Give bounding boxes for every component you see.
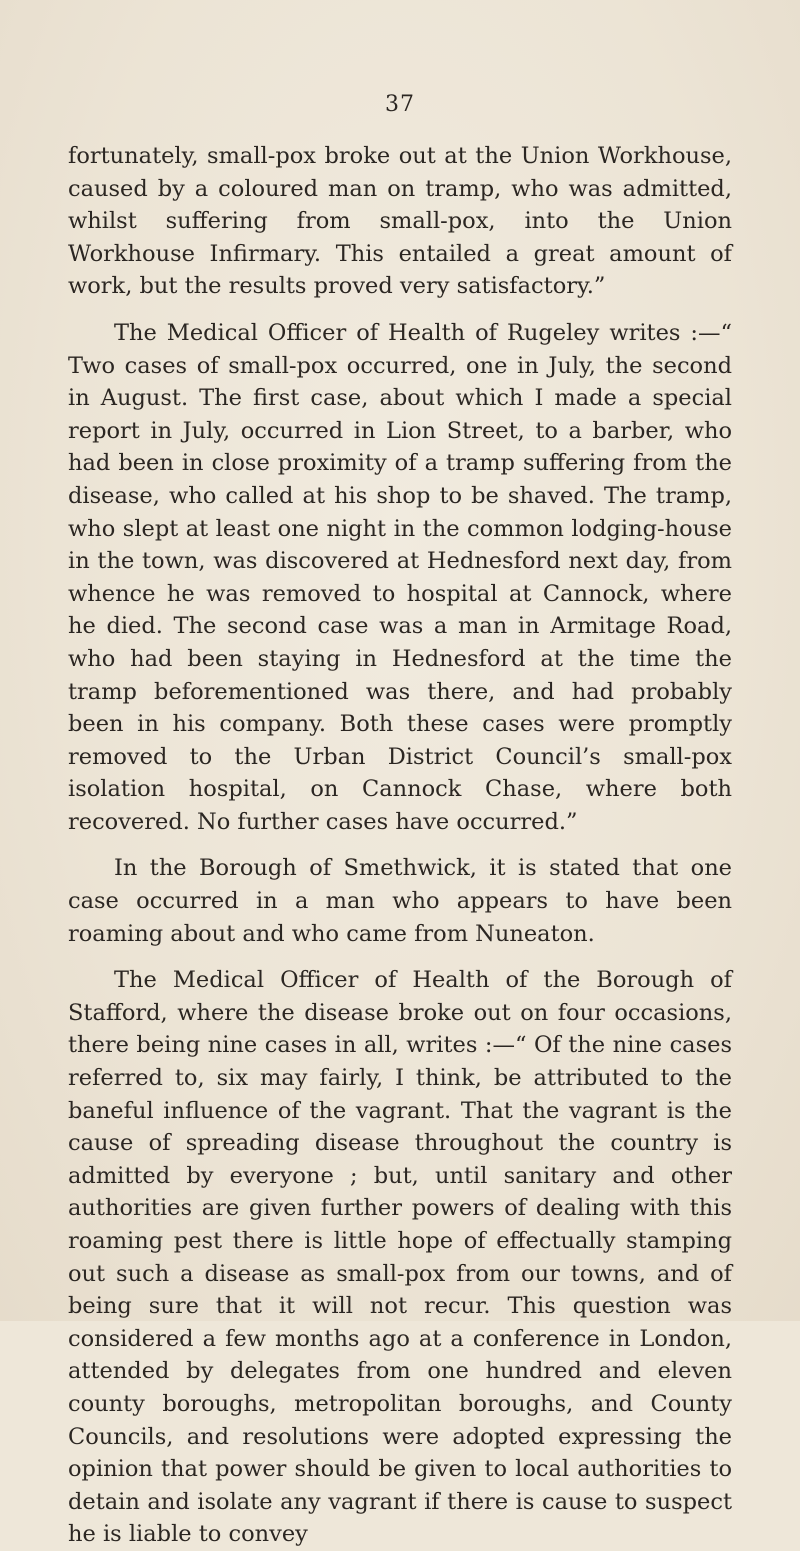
- paragraph-rugeley: The Medical Officer of Health of Rugeley writes :—“ Two cases of small-pox occurred, one in July, the second in August. The first case, about which I made a special report in July, occurred in Lion Street, to a barber, who had been in close proximity of a tramp suffering from the disease, who called at his shop to be shaved. The tramp, who slept at least one night in the common lodging-house in the town, was discovered at Hednesford next day, from whence he was removed to hospital at Cannock, where he died. The second case was a man in Armitage Road, who had been staying in Hednesford at the time the tramp beforementioned was there, and had probably been in his company. Both these cases were promptly removed to the Urban District Council’s small-pox isolation hospital, on Cannock Chase, where both recovered. No further cases have occurred.”: [68, 319, 732, 835]
- paragraph-stafford: The Medical Officer of Health of the Borough of Stafford, where the disease broke out on four occasions, there being nine cases in all, writes :—“ Of the nine cases referred to, six may fairly, I think, be attributed to the baneful influence of the vagrant. That the vagrant is the cause of spreading disease throughout the country is admitted by everyone ; but, until sanitary and other authorities are given further powers of dealing with this roaming pest there is little hope of effectually stamping out such a disease as small-pox from our towns, and of being sure that it will not recur. This question was considered a few months ago at a conference in London, attended by delegates from one hundred and eleven county boroughs, metropolitan boroughs, and County Councils, and resolutions were adopted expressing the opinion that power should be given to local authorities to detain and isolate any vagrant if there is cause to suspect he is liable to convey: [68, 967, 732, 1548]
- paragraph-workhouse-continued: fortunately, small-pox broke out at the Union Workhouse, caused by a coloured man on tramp, who was admitted, whilst suffering from small-pox, into the Union Workhouse Infirmary. This entailed a great amount of work, but the results proved very satisfactory.”: [68, 143, 732, 300]
- paragraph-smethwick: In the Borough of Smethwick, it is stated that one case occurred in a man who appears to have been roaming about and who came from Nuneaton.: [68, 855, 732, 947]
- body-text: [68, 140, 732, 1551]
- page-number: 37: [385, 92, 415, 117]
